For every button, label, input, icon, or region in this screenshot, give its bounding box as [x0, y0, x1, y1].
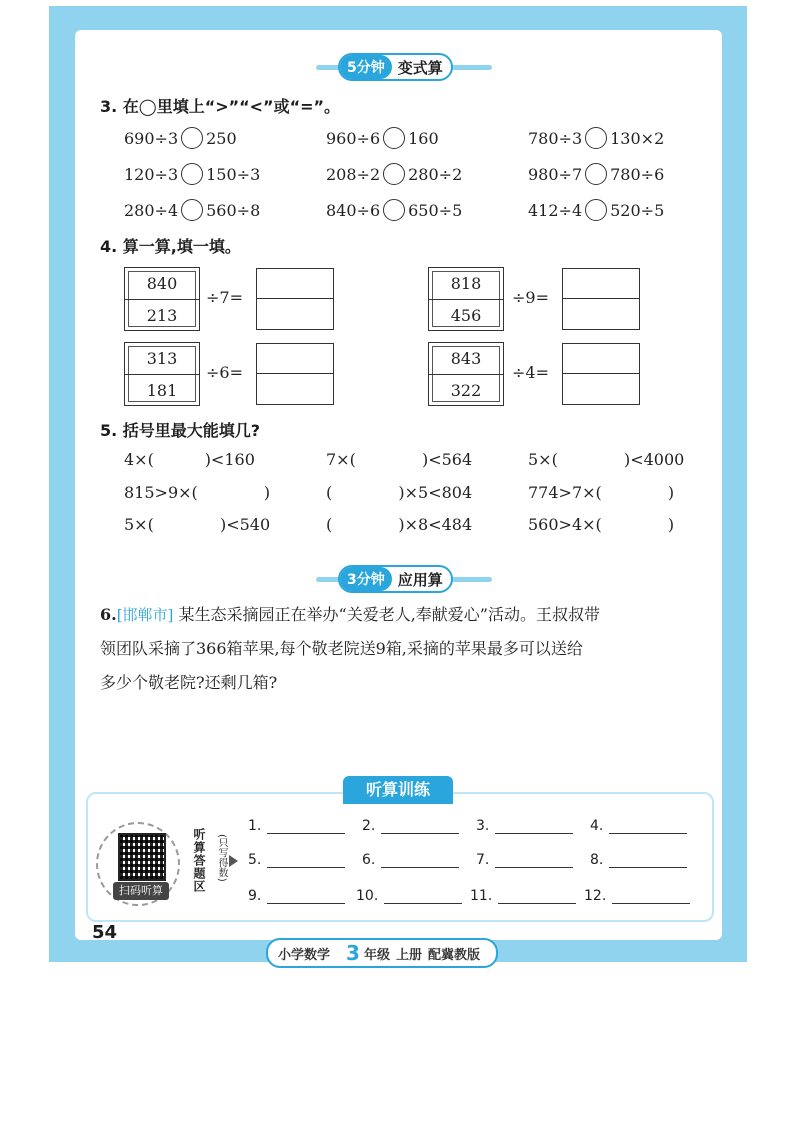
compare-circle[interactable] [181, 199, 203, 221]
answer-box[interactable] [256, 343, 334, 405]
footer-subject: 小学数学 [278, 947, 331, 963]
arrow-right-icon [229, 855, 238, 867]
footer-term: 上册 [395, 947, 422, 963]
qr-label: 扫码听算 [113, 882, 169, 900]
answer-slot[interactable]: 10. [356, 888, 462, 904]
q3-item: 780÷3 130×2 [528, 128, 665, 148]
section-pill-1 [338, 53, 453, 81]
footer-grade: 年级 [363, 947, 390, 963]
answer-slot[interactable]: 5. [248, 852, 345, 868]
q5-item[interactable]: 560>4×( ) [528, 515, 675, 534]
zone-title: 听算答题区 [192, 828, 206, 893]
answer-slot[interactable]: 2. [362, 818, 459, 834]
answer-slot[interactable]: 11. [470, 888, 576, 904]
q3-item: 960÷6 160 [326, 128, 439, 148]
q3-item: 980÷7 780÷6 [528, 164, 665, 184]
answer-slot[interactable]: 6. [362, 852, 459, 868]
section-banner-2 [316, 566, 492, 592]
section-pill-2 [338, 565, 453, 593]
q3-item: 412÷4 520÷5 [528, 200, 665, 220]
section1-title: 变式算 [397, 58, 443, 77]
section1-minutes: 5分钟 [340, 55, 392, 79]
q6-text [100, 598, 700, 700]
number-stack: 840 213 [124, 267, 200, 331]
q6-line-1: 6.[邯郸市] 某生态采摘园正在举办“关爱老人,奉献爱心”活动。王叔叔带 [100, 605, 600, 624]
footer-grade-number: 3 [346, 941, 360, 965]
listening-title: 听算训练 [343, 776, 453, 804]
q5-item[interactable]: 5×( )<4000 [528, 450, 685, 469]
qr-code-icon[interactable] [118, 833, 166, 881]
q3-item: 208÷2 280÷2 [326, 164, 463, 184]
compare-circle[interactable] [181, 127, 203, 149]
division-op: ÷9= [512, 288, 549, 307]
q5-item[interactable]: 4×( )<160 [124, 450, 255, 469]
q3-title: 3. 在◯里填上“>”“<”或“=”。 [100, 97, 341, 116]
zone-note: (只写得数) [216, 834, 227, 882]
q3-item: 690÷3 250 [124, 128, 237, 148]
q3-item: 120÷3 150÷3 [124, 164, 261, 184]
q5-item[interactable]: 774>7×( ) [528, 483, 675, 502]
q5-item[interactable]: 815>9×( ) [124, 483, 271, 502]
answer-box[interactable] [256, 268, 334, 330]
section2-title: 应用算 [397, 570, 443, 589]
number-stack: 313 181 [124, 342, 200, 406]
q5-title: 5. 括号里最大能填几? [100, 421, 261, 440]
q6-number: 6. [100, 605, 117, 624]
answer-box[interactable] [562, 343, 640, 405]
q5-item[interactable]: 5×( )<540 [124, 515, 271, 534]
section-banner-1 [316, 54, 492, 80]
division-op: ÷6= [206, 363, 243, 382]
q6-line-3: 多少个敬老院?还剩几箱? [100, 673, 278, 692]
answer-slot[interactable]: 9. [248, 888, 345, 904]
answer-slot[interactable]: 3. [476, 818, 573, 834]
page-number: 54 [92, 922, 118, 943]
q3-item: 280÷4 560÷8 [124, 200, 261, 220]
compare-circle[interactable] [383, 127, 405, 149]
q3-item: 840÷6 650÷5 [326, 200, 463, 220]
division-op: ÷7= [206, 288, 243, 307]
compare-circle[interactable] [585, 163, 607, 185]
answer-slot[interactable]: 7. [476, 852, 573, 868]
answer-slot[interactable]: 12. [584, 888, 690, 904]
q4-title: 4. 算一算,填一填。 [100, 237, 241, 256]
division-op: ÷4= [512, 363, 549, 382]
compare-circle[interactable] [181, 163, 203, 185]
q6-city-tag: [邯郸市] [116, 606, 174, 624]
q5-item[interactable]: ( )×8<484 [326, 515, 473, 534]
answer-box[interactable] [562, 268, 640, 330]
q5-item[interactable]: 7×( )<564 [326, 450, 473, 469]
footer-edition: 配冀教版 [427, 947, 480, 963]
answer-slot[interactable]: 8. [590, 852, 687, 868]
number-stack: 843 322 [428, 342, 504, 406]
q6-line-2: 领团队采摘了366箱苹果,每个敬老院送9箱,采摘的苹果最多可以送给 [100, 639, 583, 658]
compare-circle[interactable] [585, 199, 607, 221]
compare-circle[interactable] [383, 199, 405, 221]
section2-minutes: 3分钟 [340, 567, 392, 591]
number-stack: 818 456 [428, 267, 504, 331]
answer-slot[interactable]: 4. [590, 818, 687, 834]
compare-circle[interactable] [585, 127, 607, 149]
answer-slot[interactable]: 1. [248, 818, 345, 834]
compare-circle[interactable] [383, 163, 405, 185]
q5-item[interactable]: ( )×5<804 [326, 483, 473, 502]
book-footer [266, 938, 498, 968]
